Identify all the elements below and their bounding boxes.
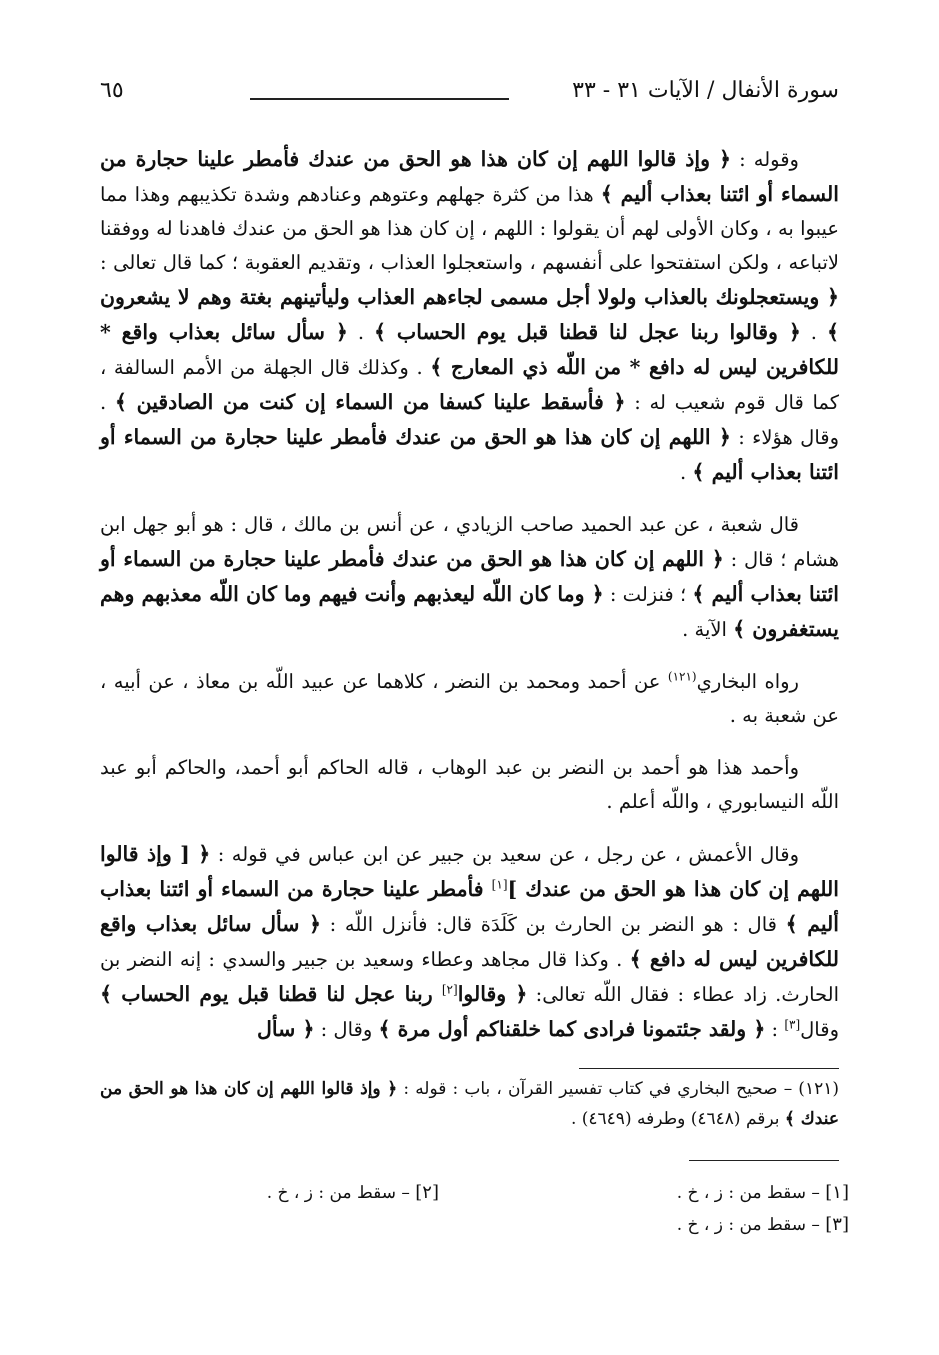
footnote — [100, 1074, 839, 1134]
quran-quote: ﴿ اللهم إن كان هذا هو الحق من عندك فأمطر علينا حجارة من السماء أو ائتنا بعذاب أليم ﴾ — [100, 547, 839, 606]
text-run: . — [347, 321, 374, 344]
quran-quote: ﴿ وقالوا — [457, 982, 528, 1006]
quran-quote: ﴿ [ وإذ قالوا اللهم إن كان هذا هو الحق من عندك ] — [100, 842, 839, 901]
text-run: . وقال هؤلاء : — [100, 391, 839, 449]
variant-note — [677, 1210, 849, 1240]
text-run: وقال : — [314, 1018, 379, 1041]
quran-quote: ﴿ سأل سائل بعذاب واقع * للكافرين ليس له دافع * من اللّه ذي المعارج ﴾ — [100, 320, 840, 379]
variant-marker: [٣] — [825, 1214, 849, 1235]
variant-text: – سقط من : ز ، خ . — [266, 1183, 410, 1203]
text-run: وقوله : — [731, 148, 799, 171]
text-run: وقال — [800, 1018, 839, 1041]
paragraph-1 — [100, 142, 839, 490]
footnote-text: (١٢١) – صحيح البخاري في كتاب تفسير القرآن ، باب : قوله : — [397, 1079, 839, 1099]
text-run: . — [680, 461, 693, 484]
text-run: رواه البخاري — [696, 670, 799, 693]
quran-quote: ﴿ وما كان اللّه ليعذبهم وأنت فيهم وما كان اللّه معذبهم وهم يستغفرون ﴾ — [100, 582, 839, 641]
variant-marker: [٢] — [415, 1182, 439, 1203]
quran-quote: ﴿ ويستعجلونك بالعذاب ولولا أجل مسمى لجاءهم العذاب وليأتينهم بغتة وهم لا يشعرون ﴾ — [100, 285, 839, 344]
quran-quote: ﴿ وإذ قالوا اللهم إن كان هذا هو الحق من عندك ﴾ — [100, 1079, 839, 1129]
variant-text: – سقط من : ز ، خ . — [676, 1215, 820, 1235]
text-run: هذا من كثرة جهلهم وعتوهم وعنادهم وشدة تكذيبهم وهذا مما عيبوا به ، وكان الأولى لهم أن يقولوا : اللهم ، إن كان هذا هو الحق من عندك فاهدنا له ووفقنا لاتباعه ، ولكن استفتحوا على أنفسهم ، واستعجلوا العذاب ، وتقديم العقوبة ؛ كما قال تعالى : — [100, 183, 839, 274]
page-header — [100, 78, 839, 118]
variant-note — [267, 1178, 439, 1208]
quran-quote: ﴿ فأسقط علينا كسفا من السماء إن كنت من الصادقين ﴾ — [114, 390, 626, 414]
footnote-text: برقم (٤٦٤٨) وطرفه (٤٦٤٩) . — [570, 1109, 785, 1129]
header-rule — [250, 98, 509, 100]
paragraph-3 — [100, 665, 839, 733]
main-text — [100, 142, 839, 1047]
variant-note — [677, 1178, 849, 1208]
variant-marker: [١] — [825, 1182, 849, 1203]
text-run: عن أحمد ومحمد بن النضر ، كلاهما عن عبيد اللّه بن معاذ ، عن أبيه ، عن شعبة به . — [100, 670, 839, 727]
variant-text: – سقط من : ز ، خ . — [676, 1183, 820, 1203]
text-run: . وكذلك قال الجهلة من الأمم السالفة ، كما قال قوم شعيب له : — [100, 356, 839, 414]
quran-quote: ﴿ وقالوا ربنا عجل لنا قطنا قبل يوم الحساب ﴾ — [373, 320, 801, 344]
quran-quote: ﴿ سأل — [257, 1017, 315, 1041]
quran-quote: ﴿ اللهم إن كان هذا هو الحق من عندك فأمطر علينا حجارة من السماء أو ائتنا بعذاب أليم ﴾ — [100, 425, 839, 484]
paragraph-5 — [100, 837, 839, 1047]
quran-quote: ﴿ سأل سائل بعذاب واقع للكافرين ليس له دافع ﴾ — [100, 912, 839, 971]
text-run: الآية . — [682, 618, 734, 641]
paragraph-2 — [100, 508, 839, 647]
text-run: قال شعبة ، عن عبد الحميد صاحب الزيادي ، عن أنس بن مالك ، قال : هو أبو جهل ابن هشام ؛ قال : — [100, 513, 840, 571]
quran-quote: فأمطر علينا حجارة من السماء أو ائتنا بعذاب أليم ﴾ — [100, 877, 839, 936]
text-run: . — [800, 321, 827, 344]
quran-quote: ﴿ وإذ قالوا اللهم إن كان هذا هو الحق من عندك فأمطر علينا حجارة من السماء أو ائتنا بعذاب أليم ﴾ — [100, 147, 840, 206]
running-title: سورة الأنفال / الآيات ٣١ - ٣٣ — [572, 78, 839, 103]
text-run: : — [765, 1018, 785, 1041]
variant-ref: [٢] — [441, 982, 458, 997]
quran-quote: ﴿ ولقد جئتمونا فرادى كما خلقناكم أول مرة ﴾ — [378, 1017, 766, 1041]
quran-quote: ربنا عجل لنا قطنا قبل يوم الحساب ﴾ — [100, 982, 442, 1006]
paragraph-4: وأحمد هذا هو أحمد بن النضر بن عبد الوهاب ، قاله الحاكم أبو أحمد، والحاكم أبو عبد اللّه النيسابوري ، واللّه أعلم . — [100, 756, 839, 813]
variant-notes-rule — [689, 1160, 839, 1161]
text-run: وقال الأعمش ، عن رجل ، عن سعيد بن جبير عن ابن عباس في قوله : — [210, 843, 799, 866]
variant-ref: [٣] — [784, 1017, 801, 1032]
text-run: . وكذا قال مجاهد وعطاء وسعيد بن جبير والسدي : إنه النضر بن الحارث. زاد عطاء : فقال اللّه تعالى: — [100, 948, 839, 1006]
variant-ref: [١] — [491, 877, 508, 892]
footnote-rule — [579, 1068, 839, 1069]
page-number: ٦٥ — [100, 78, 124, 103]
text-run: ؛ فنزلت : — [603, 583, 693, 606]
text-run: قال : هو النضر بن الحارث بن كَلَدَة قال: فأنزل اللّه : — [321, 913, 786, 936]
footnote-ref: (١٢١) — [667, 669, 697, 684]
